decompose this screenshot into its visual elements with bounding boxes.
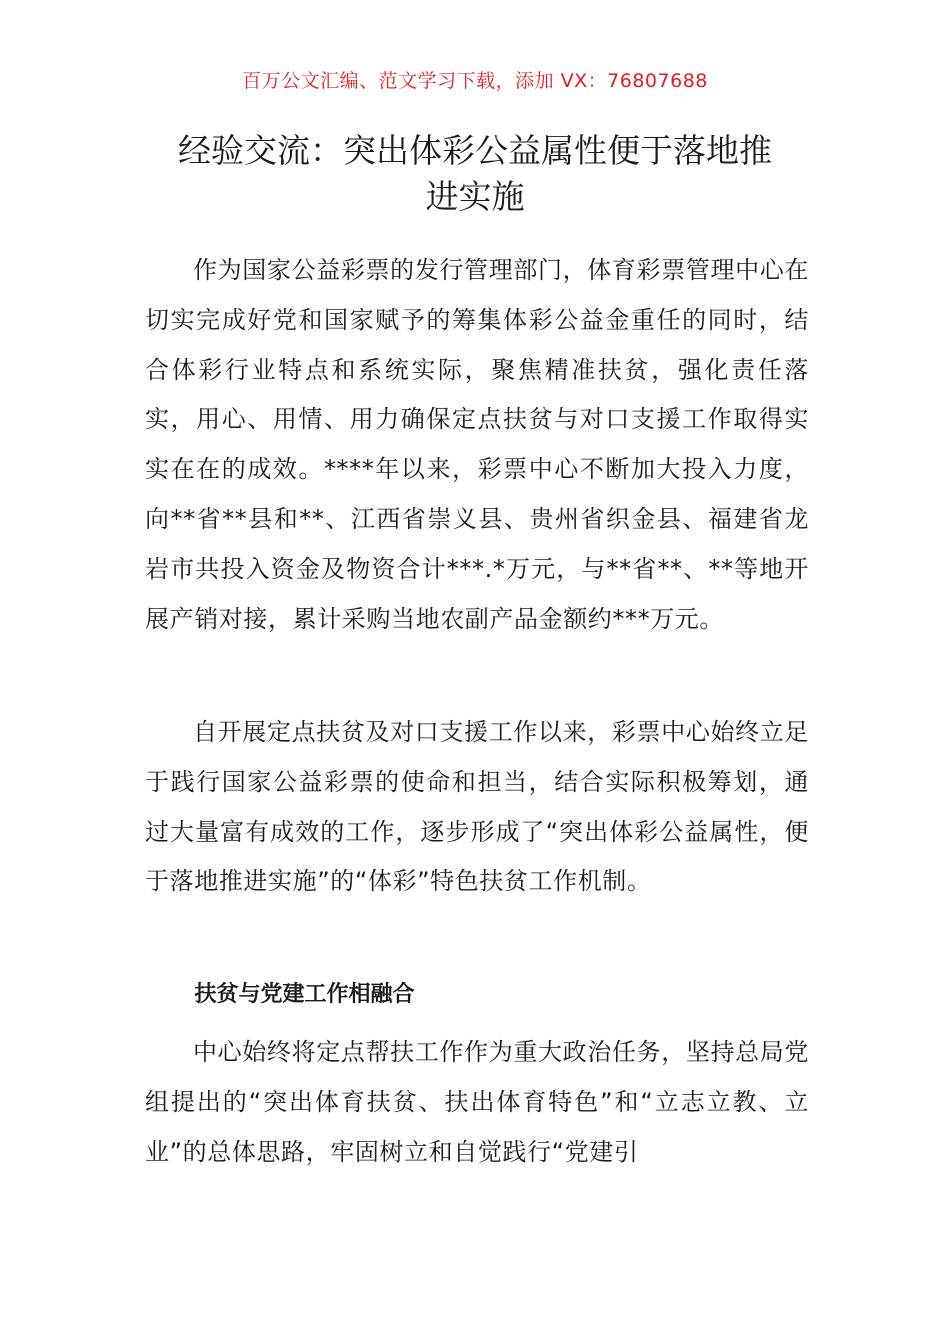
- watermark-banner: 百万公文汇编、范文学习下载，添加 VX：76807688: [242, 70, 708, 92]
- body-paragraph-1: 作为国家公益彩票的发行管理部门，体育彩票管理中心在切实完成好党和国家赋予的筹集体彩公益金重任的同时，结合体彩行业特点和系统实际，聚焦精准扶贫，强化责任落实，用心、用情、用力确保定点扶贫与对口支援工作取得实实在在的成效。****年以来，彩票中心不断加大投入力度，向**省**县和**、江西省崇义县、贵州省织金县、福建省龙岩市共投入资金及物资合计***.*万元，与**省**、**等地开展产销对接，累计采购当地农副产品金额约***万元。: [145, 256, 809, 633]
- body-paragraph-1-block: [145, 246, 809, 644]
- title-line-2: 进实施: [425, 177, 525, 216]
- section-paragraph-block: [145, 1028, 809, 1177]
- section-heading-block: [145, 980, 809, 1010]
- body-paragraph-2: 自开展定点扶贫及对口支援工作以来，彩票中心始终立足于践行国家公益彩票的使命和担当，结合实际积极筹划，通过大量富有成效的工作，逐步形成了“突出体彩公益属性，便于落地推进实施”的“体彩”特色扶贫工作机制。: [145, 718, 809, 896]
- body-paragraph-2-block: [145, 708, 809, 907]
- page-title: [0, 128, 950, 220]
- section-heading: 扶贫与党建工作相融合: [194, 982, 415, 1007]
- title-line-1: 经验交流：突出体彩公益属性便于落地推: [178, 131, 772, 170]
- section-paragraph: 中心始终将定点帮扶工作作为重大政治任务，坚持总局党组提出的“突出体育扶贫、扶出体育特色”和“立志立教、立业”的总体思路，牢固树立和自觉践行“党建引: [145, 1038, 809, 1166]
